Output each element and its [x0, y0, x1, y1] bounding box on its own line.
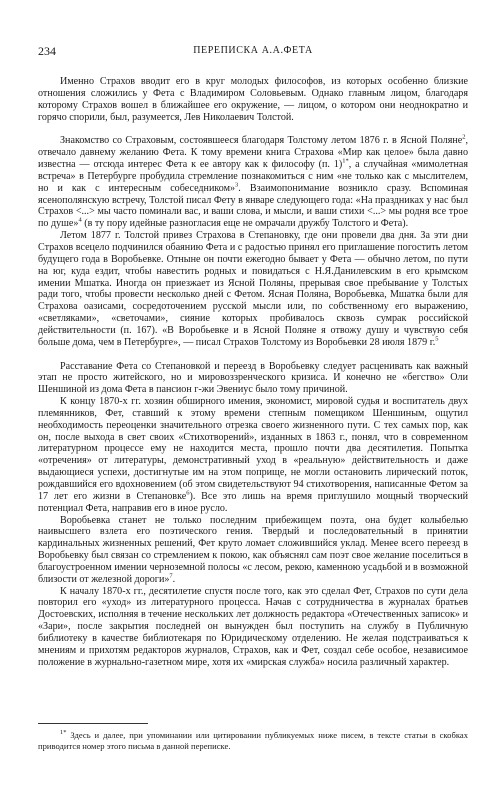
paragraph: [38, 515, 468, 586]
paragraph-text: Знакомство со Страховым, состоявшееся благодаря Толстому летом 1876 г. в Ясной Поляне: [60, 135, 463, 147]
paragraph: [38, 396, 468, 514]
paragraph-text: .: [172, 573, 176, 585]
page-header: [38, 44, 468, 58]
paragraph-text: (в ту пору идейные разногласия еще не омрачали дружбу Толстого и Фета).: [81, 218, 409, 230]
paragraph: [38, 361, 468, 397]
running-title: ПЕРЕПИСКА А.А.ФЕТА: [193, 45, 313, 56]
paragraph-text: Воробьевка станет не только последним прибежищем поэта, она будет колыбелью наивысшего взлета его поэтического гения. Твердый и последовательный в принятии кардинальных жизненных решений, Фет круто ломает сложившийся уклад. Менее всего переезд в Воробьевку был связан со стремлением к покою, как объяснял сам поэт свое желание поселиться в благоустроенном имении черноземной полосы «с лесом, рекою, каменною усадьбой и в возможной близости от железной дороги»: [38, 514, 468, 585]
page-number: 234: [38, 44, 56, 58]
paragraph: [38, 76, 468, 123]
body-text: [38, 76, 468, 669]
note-reference: 4: [78, 216, 82, 224]
note-reference: 6: [186, 489, 190, 497]
footnote: [38, 730, 468, 751]
paragraph-text: К началу 1870-х гг., десятилетие спустя после того, как это сделал Фет, Страхов по сути дела повторил его «уход» из литературного процесса. Начав с сотрудничества в журналах братьев Достоевских, исполняя в течение нескольких лет должность редактора «Отечественных записок» и «Зари», после закрытия последней он вынужден был поступить на службу в Публичную библиотеку в качестве библиотекаря по Юридическому отделению. Не желая подстраиваться к мнениям и прихотям редакторов журналов, Страхов, как и Фет, создал себе особое, независимое положение в журнально-газетном мире, хотя их «мирская служба» носила различный характер.: [38, 585, 468, 668]
paragraph-text: , отвечало давнему желанию Фета. К тому времени книга Страхова «Мир как целое» была давно известна — отсюда интерес Фета к ее автору как к философу (п. 1): [38, 135, 468, 171]
paragraph-text: ). Все это лишь на время приглушило мощный творческий потенциал Фета, направив его в иное русло.: [38, 490, 468, 514]
note-reference: 1*: [342, 157, 349, 165]
paragraph-text: К концу 1870-х гг. хозяин обширного имения, экономист, мировой судья и воспитатель двух племянников, Фет, ставший к этому времени степным помещиком Шеншиным, ощутил необходимость переоценки значительного отрезка своего жизненного пути. С тех самых пор, как он, после выхода в свет своих «Стихотворений», изданных в 1863 г., понял, что в современном литературном процессе ему не находится места, прошло почти два десятилетия. Попытка «отречения» от литературы, демонстративный уход в «реальную» действительность и даже выдающиеся успехи, достигнутые им на этом поприще, не могли остановить лирический поток, рождавшийся его вдохновением (об этом свидетельствуют 94 стихотворения, написанные Фетом за 17 лет его жизни в Степановке: [38, 396, 468, 502]
footnote-mark: 1*: [60, 729, 67, 737]
note-reference: 5: [435, 335, 439, 343]
paragraph-text: Летом 1877 г. Толстой привез Страхова в Степановку, где они провели два дня. За эти дни Страхов всецело подчинился обаянию Фета и с радостью принял его приглашение погостить летом будущего года в Воробьевке. Отныне он почти ежегодно бывает у Фета — обычно летом, по пути на юг, куда ездит, чтобы навестить родных и повидаться с Н.Я.Данилевским в его крымском имении Мшатка. Иногда он приезжает из Ясной Поляны, прерывая свое пребывание у Толстых ради того, чтобы провести несколько дней с Фетом. Ясная Поляна, Воробьевка, Мшатка были для Страхова оазисами, сосредоточением русской мысли или, по собственному его выражению, «светляками», «светочами», сияние которых пробивалось сквозь сумрак российской действительности (п. 167). «В Воробьевке и в Ясной Поляне я отвожу душу и чувствую себя больше дома, чем в Петербурге», — писал Страхов Толстому из Воробьевки 28 июля 1879 г.: [38, 230, 468, 348]
paragraph-text: Именно Страхов вводит его в круг молодых философов, из которых особенно близкие отношения сложились у Фета с Владимиром Соловьевым. Однако главным лицом, благодаря которому Страхов вошел в ближайшее его окружение, — лицом, о котором они неоднократно и горячо спорили, был, разумеется, Лев Николаевич Толстой.: [38, 76, 468, 123]
paragraph-text: . Взаимопонимание возникло сразу. Вспоминая ясенополянскую встречу, Толстой писал Фету в январе следующего года: «На праздниках у нас был Страхов <...> мы часто поминали вас, и ваши слова, и мысли, и ваши стихи <...> мы родня все трое по душе»: [38, 182, 469, 230]
note-reference: 3: [235, 181, 239, 189]
paragraph: [38, 230, 468, 348]
paragraph: [38, 586, 468, 669]
paragraph-text: , а случайная «мимолетная встреча» в Петербурге пробудила стремление познакомиться с ним «не только как с мыслителем, но и как с интересным собеседником»: [38, 159, 468, 194]
paragraph-text: Расставание Фета со Степановкой и переезд в Воробьевку следует расценивать как важный этап не просто житейского, но и мировоззренческого кризиса. И конечно не «бегство» Оли Шеншиной из дома Фета в пансион г-жи Эвениус было тому причиной.: [38, 360, 468, 396]
footnote-text: Здесь и далее, при упоминании или цитировании публикуемых ниже писем, в тексте статьи в скобках приводится номер этого письма в данной переписке.: [38, 730, 468, 751]
footnote-divider: [38, 723, 148, 724]
note-reference: 2: [462, 134, 466, 142]
paragraph: [38, 135, 468, 230]
note-reference: 7: [169, 572, 173, 580]
